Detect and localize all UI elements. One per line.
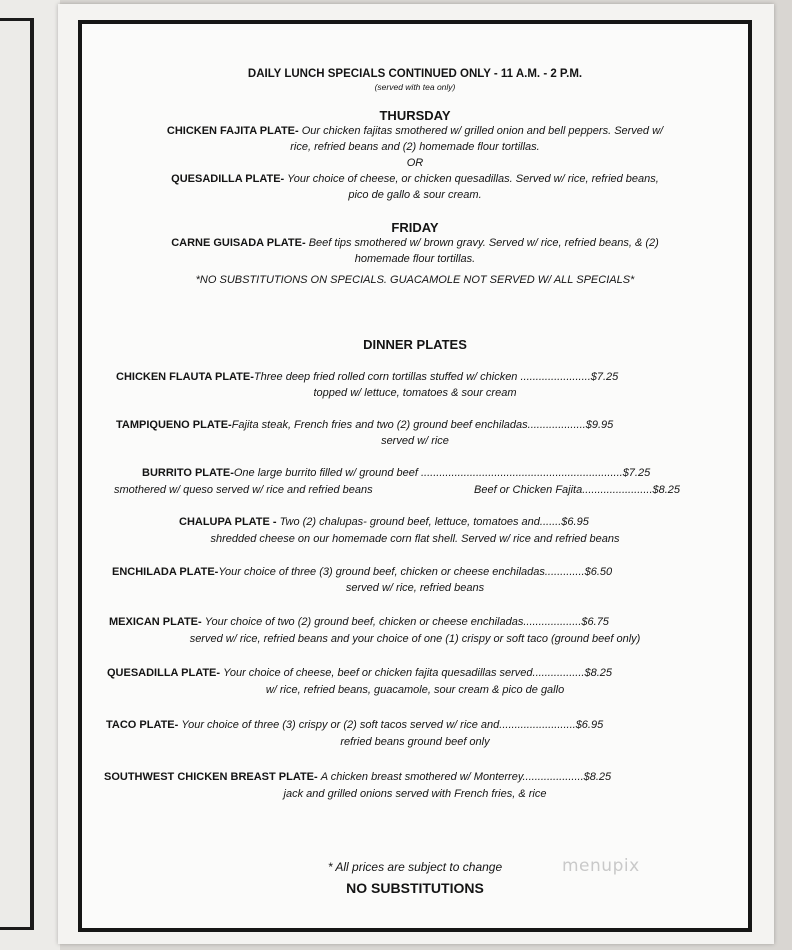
menu-item-desc: Your choice of two (2) ground beef, chicken or cheese enchiladas...................$6.75 — [204, 616, 609, 628]
menu-item-desc: Two (2) chalupas- ground beef, lettuce, tomatoes and.......$6.95 — [279, 516, 589, 528]
menu-item-desc: One large burrito filled w/ ground beef ..................................................................$7.25 — [233, 467, 651, 479]
menu-item-burrito-line2: smothered w/ queso served w/ rice and refried beans — [114, 484, 373, 496]
menu-item-burrito-fajita: Beef or Chicken Fajita.......................$8.25 — [474, 484, 681, 496]
menu-item-name: SOUTHWEST CHICKEN BREAST PLATE- — [104, 771, 321, 783]
quesadilla-special-line1 — [82, 171, 748, 187]
menu-item-tampiqueno-line2: served w/ rice — [381, 435, 449, 447]
menu-frame — [78, 20, 752, 932]
menu-item-taco-line2: refried beans ground beef only — [340, 736, 490, 748]
menu-item-name: MEXICAN PLATE- — [109, 616, 205, 628]
lunch-title: DAILY LUNCH SPECIALS CONTINUED ONLY - 11 A.M. - 2 P.M. — [247, 68, 583, 80]
chicken-fajita-desc: Our chicken fajitas smothered w/ grilled onion and bell peppers. Served w/ — [298, 125, 664, 137]
menu-item-flauta-line1 — [116, 369, 618, 385]
chicken-fajita-line1 — [82, 123, 748, 139]
no-substitutions: NO SUBSTITUTIONS — [346, 880, 484, 896]
menu-item-chalupa-line1 — [179, 514, 589, 530]
facing-page — [0, 0, 60, 950]
menu-item-desc: Three deep fried rolled corn tortillas stuffed w/ chicken .......................$7.25 — [253, 371, 619, 383]
menu-item-desc: Fajita steak, French fries and two (2) ground beef enchiladas...................$9.95 — [231, 419, 614, 431]
thursday-heading: THURSDAY — [379, 108, 451, 123]
watermark-logo: menupix — [562, 856, 640, 876]
menu-item-mexican-line2: served w/ rice, refried beans and your choice of one (1) crispy or soft taco (ground beef only) — [189, 633, 641, 645]
menu-item-taco-line1 — [106, 717, 603, 733]
or-separator: OR — [406, 157, 424, 169]
menu-item-desc: Your choice of cheese, beef or chicken fajita quesadillas served.................$8.25 — [223, 667, 612, 679]
menu-item-name: BURRITO PLATE- — [142, 467, 234, 479]
friday-heading: FRIDAY — [391, 220, 439, 235]
menu-sheet — [58, 4, 774, 944]
menu-item-chalupa-line2: shredded cheese on our homemade corn flat shell. Served w/ rice and refried beans — [210, 533, 620, 545]
quesadilla-special-name: QUESADILLA PLATE- — [171, 173, 285, 185]
carne-guisada-line1 — [82, 235, 748, 251]
menu-item-desc: Your choice of three (3) crispy or (2) soft tacos served w/ rice and.........................$6.95 — [181, 719, 604, 731]
menu-item-enchilada-line2: served w/ rice, refried beans — [345, 582, 485, 594]
menu-item-name: CHICKEN FLAUTA PLATE- — [116, 371, 254, 383]
menu-item-name: ENCHILADA PLATE- — [112, 566, 219, 578]
menu-item-name: TACO PLATE- — [106, 719, 182, 731]
menu-item-desc: A chicken breast smothered w/ Monterrey....................$8.25 — [320, 771, 612, 783]
menu-item-flauta-line2: topped w/ lettuce, tomatoes & sour cream — [313, 387, 517, 399]
menu-item-quesadilla-line1 — [107, 665, 612, 681]
menu-item-desc: Your choice of three (3) ground beef, chicken or cheese enchiladas.............$6.50 — [218, 566, 613, 578]
menu-item-enchilada-line1 — [112, 564, 612, 580]
menu-item-name: QUESADILLA PLATE- — [107, 667, 224, 679]
carne-guisada-desc: Beef tips smothered w/ brown gravy. Served w/ rice, refried beans, & (2) — [305, 237, 659, 249]
menu-item-mexican-line1 — [109, 614, 609, 630]
dinner-heading: DINNER PLATES — [363, 337, 467, 352]
quesadilla-special-desc: Your choice of cheese, or chicken quesadillas. Served w/ rice, refried beans, — [284, 173, 659, 185]
quesadilla-special-line2: pico de gallo & sour cream. — [348, 189, 482, 201]
facing-page-border — [0, 18, 34, 930]
carne-guisada-name: CARNE GUISADA PLATE- — [171, 237, 306, 249]
lunch-subtitle: (served with tea only) — [374, 82, 456, 92]
chicken-fajita-line2: rice, refried beans and (2) homemade flour tortillas. — [290, 141, 540, 153]
menu-item-southwest-line1 — [104, 769, 611, 785]
menu-item-name: TAMPIQUENO PLATE- — [116, 419, 232, 431]
menu-item-quesadilla-line2: w/ rice, refried beans, guacamole, sour cream & pico de gallo — [265, 684, 565, 696]
chicken-fajita-name: CHICKEN FAJITA PLATE- — [166, 125, 299, 137]
menu-item-tampiqueno-line1 — [116, 417, 613, 433]
menu-item-burrito-line1 — [142, 465, 650, 481]
menu-item-name: CHALUPA PLATE - — [179, 516, 280, 528]
carne-guisada-line2: homemade flour tortillas. — [354, 253, 476, 265]
prices-note: * All prices are subject to change — [327, 860, 503, 874]
menu-item-southwest-line2: jack and grilled onions served with French fries, & rice — [283, 788, 547, 800]
specials-note: *NO SUBSTITUTIONS ON SPECIALS. GUACAMOLE NOT SERVED W/ ALL SPECIALS* — [195, 274, 635, 286]
